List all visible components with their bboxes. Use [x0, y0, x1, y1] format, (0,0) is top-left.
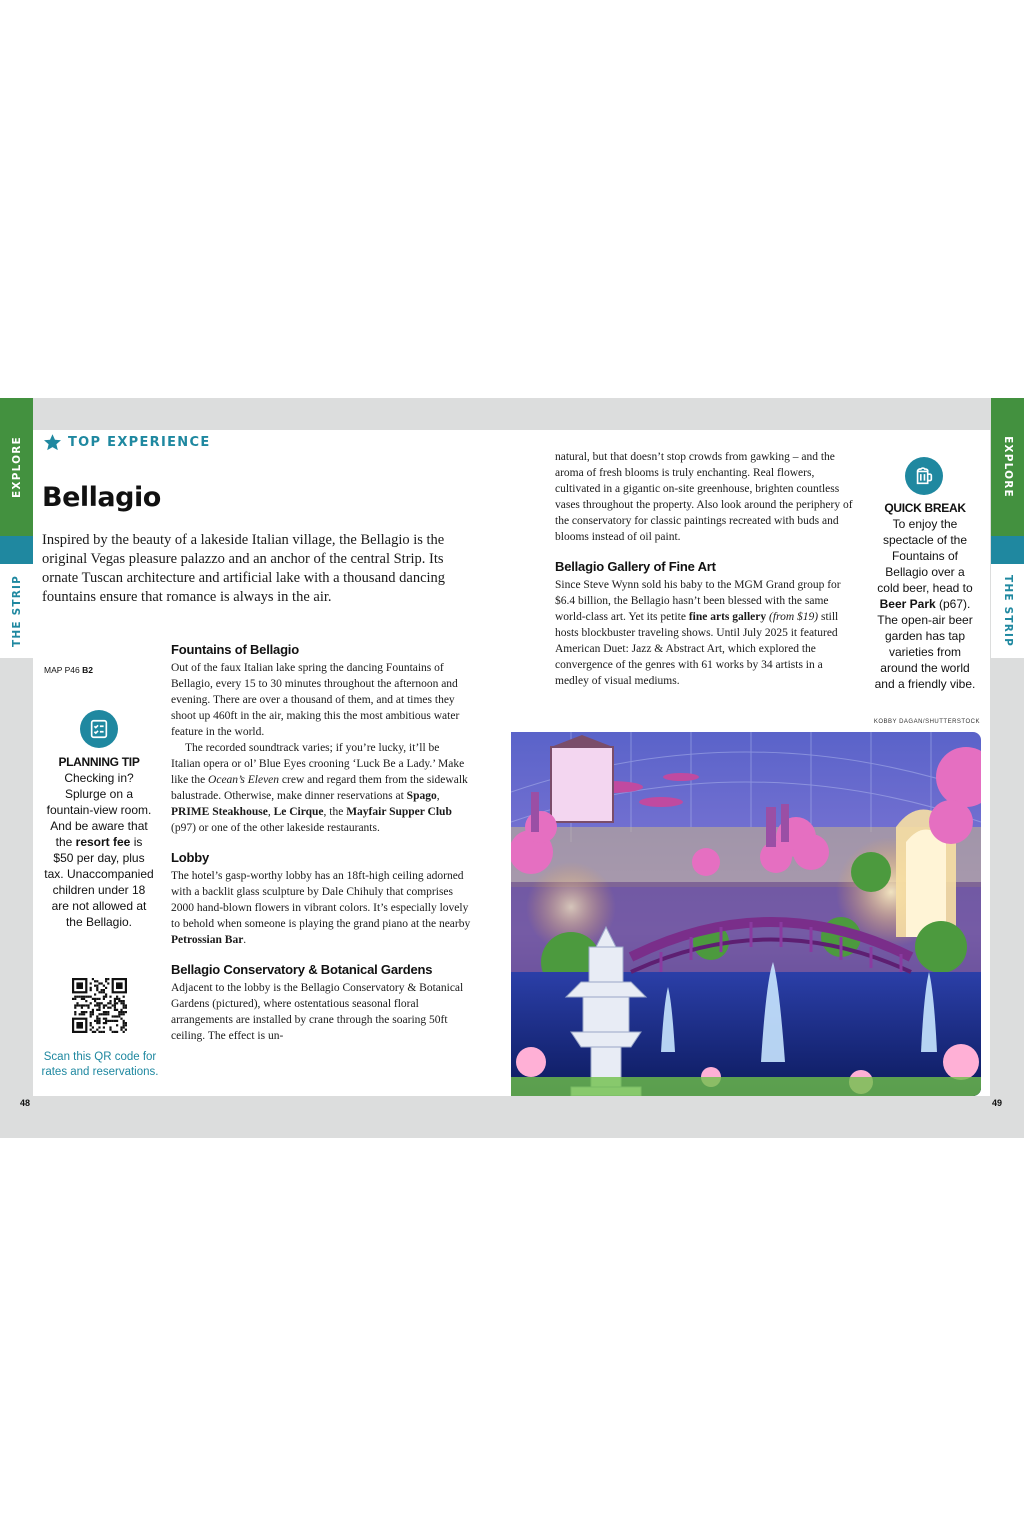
- right-column: [555, 449, 855, 689]
- top-experience-label: TOP EXPERIENCE: [43, 433, 211, 452]
- map-reference: MAP P46 B2: [44, 665, 94, 675]
- left-column: [171, 642, 471, 1044]
- tab-explore-left: [0, 398, 33, 536]
- page-title: Bellagio: [42, 482, 161, 513]
- tab-strip-label: THE STRIP: [10, 575, 23, 647]
- heading-conservatory: Bellagio Conservatory & Botanical Gardens: [171, 962, 433, 977]
- heading-fountains: Fountains of Bellagio: [171, 642, 299, 657]
- page-number-left: 48: [20, 1098, 31, 1108]
- tab-explore-label: EXPLORE: [1001, 436, 1014, 498]
- qr-caption: Scan this QR code for rates and reservations.: [41, 1051, 159, 1078]
- tab-strip-label: THE STRIP: [1001, 575, 1014, 647]
- beer-mug-icon: [905, 457, 943, 495]
- gallery-paragraph: Since Steve Wynn sold his baby to the MGM Grand group for $6.4 billion, the Bellagio hasn’t been blessed with the same world-class art. Yet its petite fine arts gallery (from $19) still hosts blockbuster traveling shows. Until July 2025 it featured American Duet: Jazz & Abstract Art, which explored the convergence of the genres with 61 works by 34 artists in a medley of visual mediums.: [555, 579, 841, 687]
- conservatory-paragraph-1: Adjacent to the lobby is the Bellagio Conservatory & Botanical Gardens (pictured), where ostentatious seasonal floral arrangements are installed by crane through the soaring 50ft ceiling. The effect is un-: [171, 982, 464, 1042]
- tab-strip-right: [991, 564, 1024, 658]
- tab-teal-bar-right: [991, 536, 1024, 564]
- tab-strip-left: [0, 564, 33, 658]
- lobby-paragraph: The hotel’s gasp-worthy lobby has an 18ft-high ceiling adorned with a backlit glass sculpture by Dale Chihuly that comprises 2000 hand-blown flowers in vibrant colors. It’s especially lovely to behold when someone is playing the grand piano at the nearby Petrossian Bar.: [171, 870, 471, 946]
- planning-tip: PLANNING TIP Checking in? Splurge on a fountain-view room. And be aware that the resort fee is $50 per day, plus tax. Unaccompanied children under 18 are not allowed at the Bellagio.: [44, 755, 154, 929]
- qr-code[interactable]: [72, 978, 127, 1033]
- checklist-icon: [80, 710, 118, 748]
- tab-teal-bar-left: [0, 536, 33, 564]
- star-icon: [43, 433, 62, 452]
- quick-break: QUICK BREAK To enjoy the spectacle of the Fountains of Bellagio over a cold beer, head to Beer Park (p67). The open-air beer garden has tap varieties from around the world and a friendly vibe.: [874, 501, 976, 691]
- conservatory-paragraph-2: natural, but that doesn’t stop crowds from gawking – and the aroma of fresh blooms is truly enchanting. Real flowers, cultivated in a gigantic on-site greenhouse, brighten countless vases throughout the property. Also look around the periphery of the conservatory for classic paintings recreated with buds and blooms instead of oil paint.: [555, 451, 853, 543]
- conservatory-photo: [511, 732, 981, 1096]
- fountains-paragraph-2: The recorded soundtrack varies; if you’re lucky, it’ll be Italian opera or ol’ Blue Eyes crooning ‘Luck Be a Lady.’ Make like the Ocean’s Eleven crew and regard them from the sidewalk balustrade. Otherwise, make dinner reservations at Spago, PRIME Steakhouse, Le Cirque, the Mayfair Supper Club (p97) or one of the other lakeside restaurants.: [171, 742, 468, 834]
- fountains-paragraph-1: Out of the faux Italian lake spring the dancing Fountains of Bellagio, every 15 to 30 minutes throughout the afternoon and evening. There are over a thousand of them, and at times they shoot up 460ft in the air, making this the most ambitious water feature in the world.: [171, 662, 460, 738]
- tab-explore-label: EXPLORE: [10, 436, 23, 498]
- heading-lobby: Lobby: [171, 850, 209, 865]
- intro-paragraph: Inspired by the beauty of a lakeside Italian village, the Bellagio is the original Vegas pleasure palazzo and an anchor of the central Strip. Its ornate Tuscan architecture and artificial lake with a thousand dancing fountains ensure that romance is always in the air.: [42, 532, 446, 605]
- heading-gallery: Bellagio Gallery of Fine Art: [555, 559, 716, 574]
- photo-credit: KOBBY DAGAN/SHUTTERSTOCK: [873, 719, 980, 725]
- page-number-right: 49: [992, 1098, 1003, 1108]
- tab-explore-right: [991, 398, 1024, 536]
